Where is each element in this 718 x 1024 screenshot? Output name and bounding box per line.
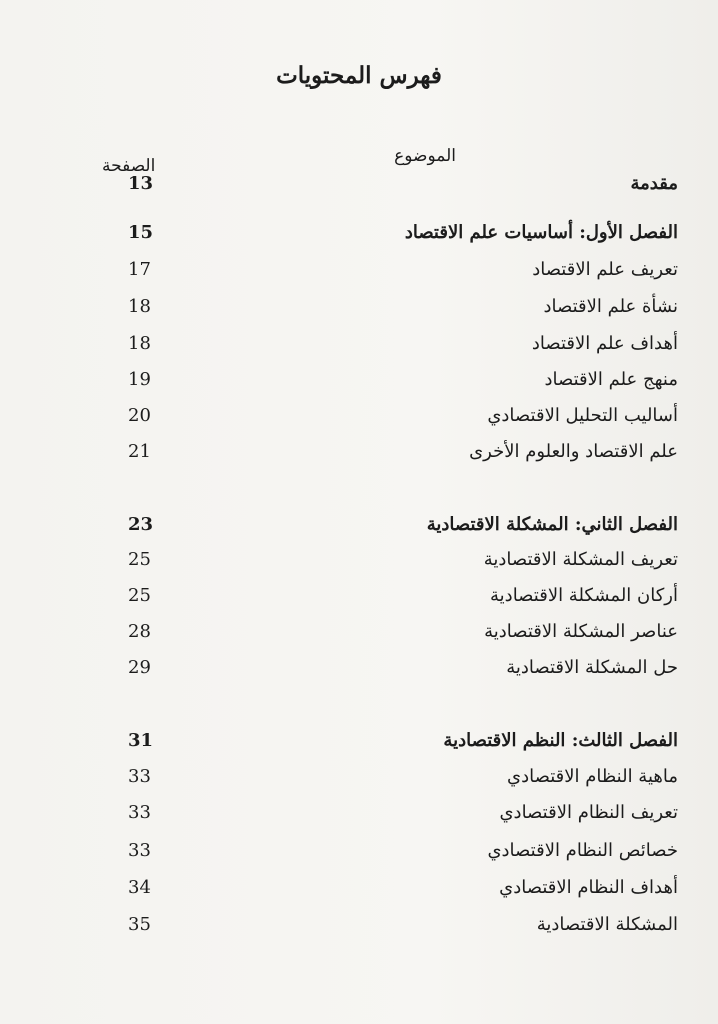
toc-entry-chapter-3	[0, 730, 718, 760]
page-column-header: الصفحة	[102, 156, 156, 176]
entry-page-number: 13	[128, 173, 154, 194]
entry-topic: الفصل الأول: أساسيات علم الاقتصاد	[404, 222, 678, 243]
entry-page-number: 33	[128, 766, 151, 787]
entry-topic: منهج علم الاقتصاد	[544, 369, 678, 390]
entry-page-number: 35	[128, 914, 151, 935]
entry-page-number: 19	[128, 369, 151, 390]
toc-entry	[0, 840, 718, 870]
entry-page-number: 20	[128, 405, 151, 426]
entry-topic: المشكلة الاقتصادية	[536, 914, 678, 935]
toc-entry	[0, 802, 718, 832]
toc-entry	[0, 585, 718, 615]
entry-page-number: 33	[128, 802, 151, 823]
toc-entry	[0, 296, 718, 326]
entry-topic: أهداف النظام الاقتصادي	[499, 877, 678, 898]
entry-topic: علم الاقتصاد والعلوم الأخرى	[469, 441, 678, 462]
entry-page-number: 21	[128, 441, 151, 462]
entry-topic: حل المشكلة الاقتصادية	[506, 657, 678, 678]
entry-topic: ماهية النظام الاقتصادي	[507, 766, 678, 787]
toc-entry	[0, 369, 718, 399]
toc-entry	[0, 621, 718, 651]
entry-page-number: 33	[128, 840, 151, 861]
entry-topic: أهداف علم الاقتصاد	[531, 333, 678, 354]
toc-entry-chapter-2	[0, 514, 718, 544]
toc-entry-chapter-1	[0, 222, 718, 252]
entry-topic: عناصر المشكلة الاقتصادية	[484, 621, 678, 642]
entry-topic: نشأة علم الاقتصاد	[543, 296, 678, 317]
toc-entry	[0, 877, 718, 907]
entry-topic: خصائص النظام الاقتصادي	[487, 840, 678, 861]
entry-topic: مقدمة	[630, 173, 678, 194]
toc-entry	[0, 549, 718, 579]
toc-entry	[0, 766, 718, 796]
toc-entry	[0, 914, 718, 944]
page-title: فهرس المحتويات	[276, 62, 442, 89]
entry-topic: تعريف المشكلة الاقتصادية	[483, 549, 678, 570]
toc-entry-introduction	[0, 173, 718, 203]
entry-page-number: 34	[128, 877, 151, 898]
toc-entry	[0, 441, 718, 471]
entry-topic: تعريف النظام الاقتصادي	[499, 802, 678, 823]
toc-entry	[0, 657, 718, 687]
entry-page-number: 29	[128, 657, 151, 678]
toc-entry	[0, 333, 718, 363]
toc-entry	[0, 405, 718, 435]
entry-topic: تعريف علم الاقتصاد	[532, 259, 678, 280]
entry-page-number: 18	[128, 296, 151, 317]
entry-topic: الفصل الثاني: المشكلة الاقتصادية	[426, 514, 678, 535]
entry-page-number: 18	[128, 333, 151, 354]
topic-column-header: الموضوع	[394, 146, 456, 166]
entry-topic: الفصل الثالث: النظم الاقتصادية	[443, 730, 678, 751]
entry-topic: أساليب التحليل الاقتصادي	[487, 405, 678, 426]
toc-entry	[0, 259, 718, 289]
entry-page-number: 25	[128, 585, 151, 606]
entry-page-number: 15	[128, 222, 154, 243]
entry-page-number: 28	[128, 621, 151, 642]
entry-page-number: 17	[128, 259, 151, 280]
entry-topic: أركان المشكلة الاقتصادية	[490, 585, 678, 606]
entry-page-number: 23	[128, 514, 154, 535]
entry-page-number: 25	[128, 549, 151, 570]
entry-page-number: 31	[128, 730, 154, 751]
